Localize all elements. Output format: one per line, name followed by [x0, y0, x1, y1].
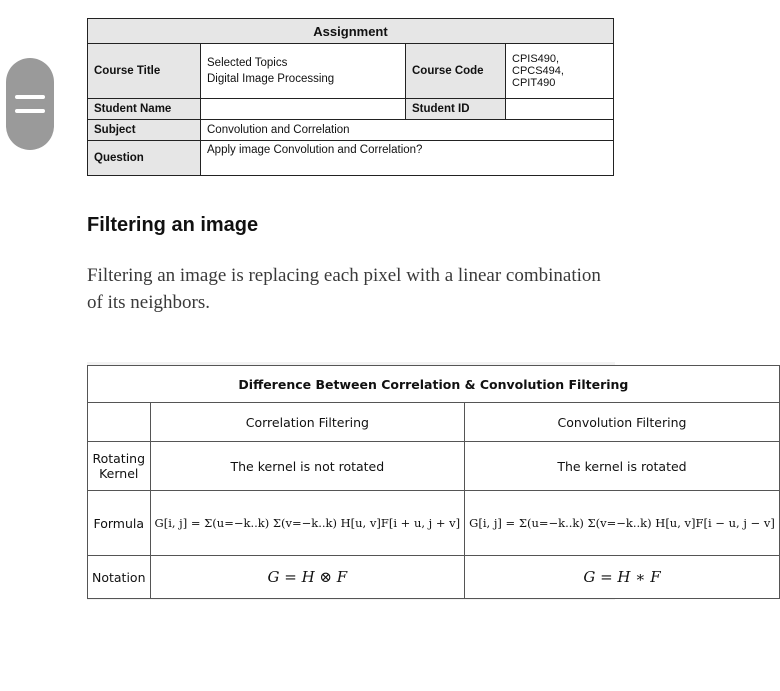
correlation-rotating-cell: The kernel is not rotated — [150, 442, 465, 491]
course-code-line-3: CPIT490 — [512, 77, 556, 89]
assignment-title: Assignment — [88, 19, 614, 44]
course-title-line-1: Selected Topics — [207, 57, 288, 69]
question-value: Apply image Convolution and Correlation? — [201, 141, 614, 176]
student-id-field[interactable] — [506, 99, 614, 120]
section-heading: Filtering an image — [87, 214, 259, 236]
student-name-field[interactable] — [201, 99, 406, 120]
convolution-column-header: Convolution Filtering — [465, 403, 780, 442]
convolution-notation: G = H ∗ F — [465, 556, 780, 599]
difference-table-image — [87, 362, 775, 600]
correlation-formula: G[i, j] = Σ(u=−k..k) Σ(v=−k..k) H[u, v]F[i + u, j + v] — [150, 491, 465, 556]
convolution-formula: G[i, j] = Σ(u=−k..k) Σ(v=−k..k) H[u, v]F[i − u, j − v] — [465, 491, 780, 556]
course-title-label: Course Title — [88, 44, 201, 99]
question-label: Question — [88, 141, 201, 176]
subject-label: Subject — [88, 120, 201, 141]
menu-line-bottom — [15, 109, 45, 113]
convolution-rotating-cell: The kernel is rotated — [465, 442, 780, 491]
menu-button[interactable] — [6, 58, 54, 150]
subject-value: Convolution and Correlation — [201, 120, 614, 141]
assignment-table — [87, 18, 614, 176]
course-title-line-2: Digital Image Processing — [207, 73, 335, 85]
correlation-column-header: Correlation Filtering — [150, 403, 465, 442]
course-title-value — [201, 44, 406, 99]
formula-label: Formula — [88, 491, 151, 556]
course-code-line-1: CPIS490, — [512, 53, 560, 65]
rotating-kernel-label: Rotating Kernel — [88, 442, 151, 491]
menu-line-top — [15, 95, 45, 99]
course-code-label: Course Code — [406, 44, 506, 99]
course-code-value — [506, 44, 614, 99]
notation-label: Notation — [88, 556, 151, 599]
course-code-line-2: CPCS494, — [512, 65, 564, 77]
corner-cell — [88, 403, 151, 442]
student-name-label: Student Name — [88, 99, 201, 120]
difference-table-caption: Difference Between Correlation & Convolution Filtering — [88, 366, 780, 403]
student-id-label: Student ID — [406, 99, 506, 120]
difference-table — [87, 365, 780, 599]
section-paragraph: Filtering an image is replacing each pixel with a linear combination of its neighbors. — [87, 265, 601, 313]
correlation-notation: G = H ⊗ F — [150, 556, 465, 599]
